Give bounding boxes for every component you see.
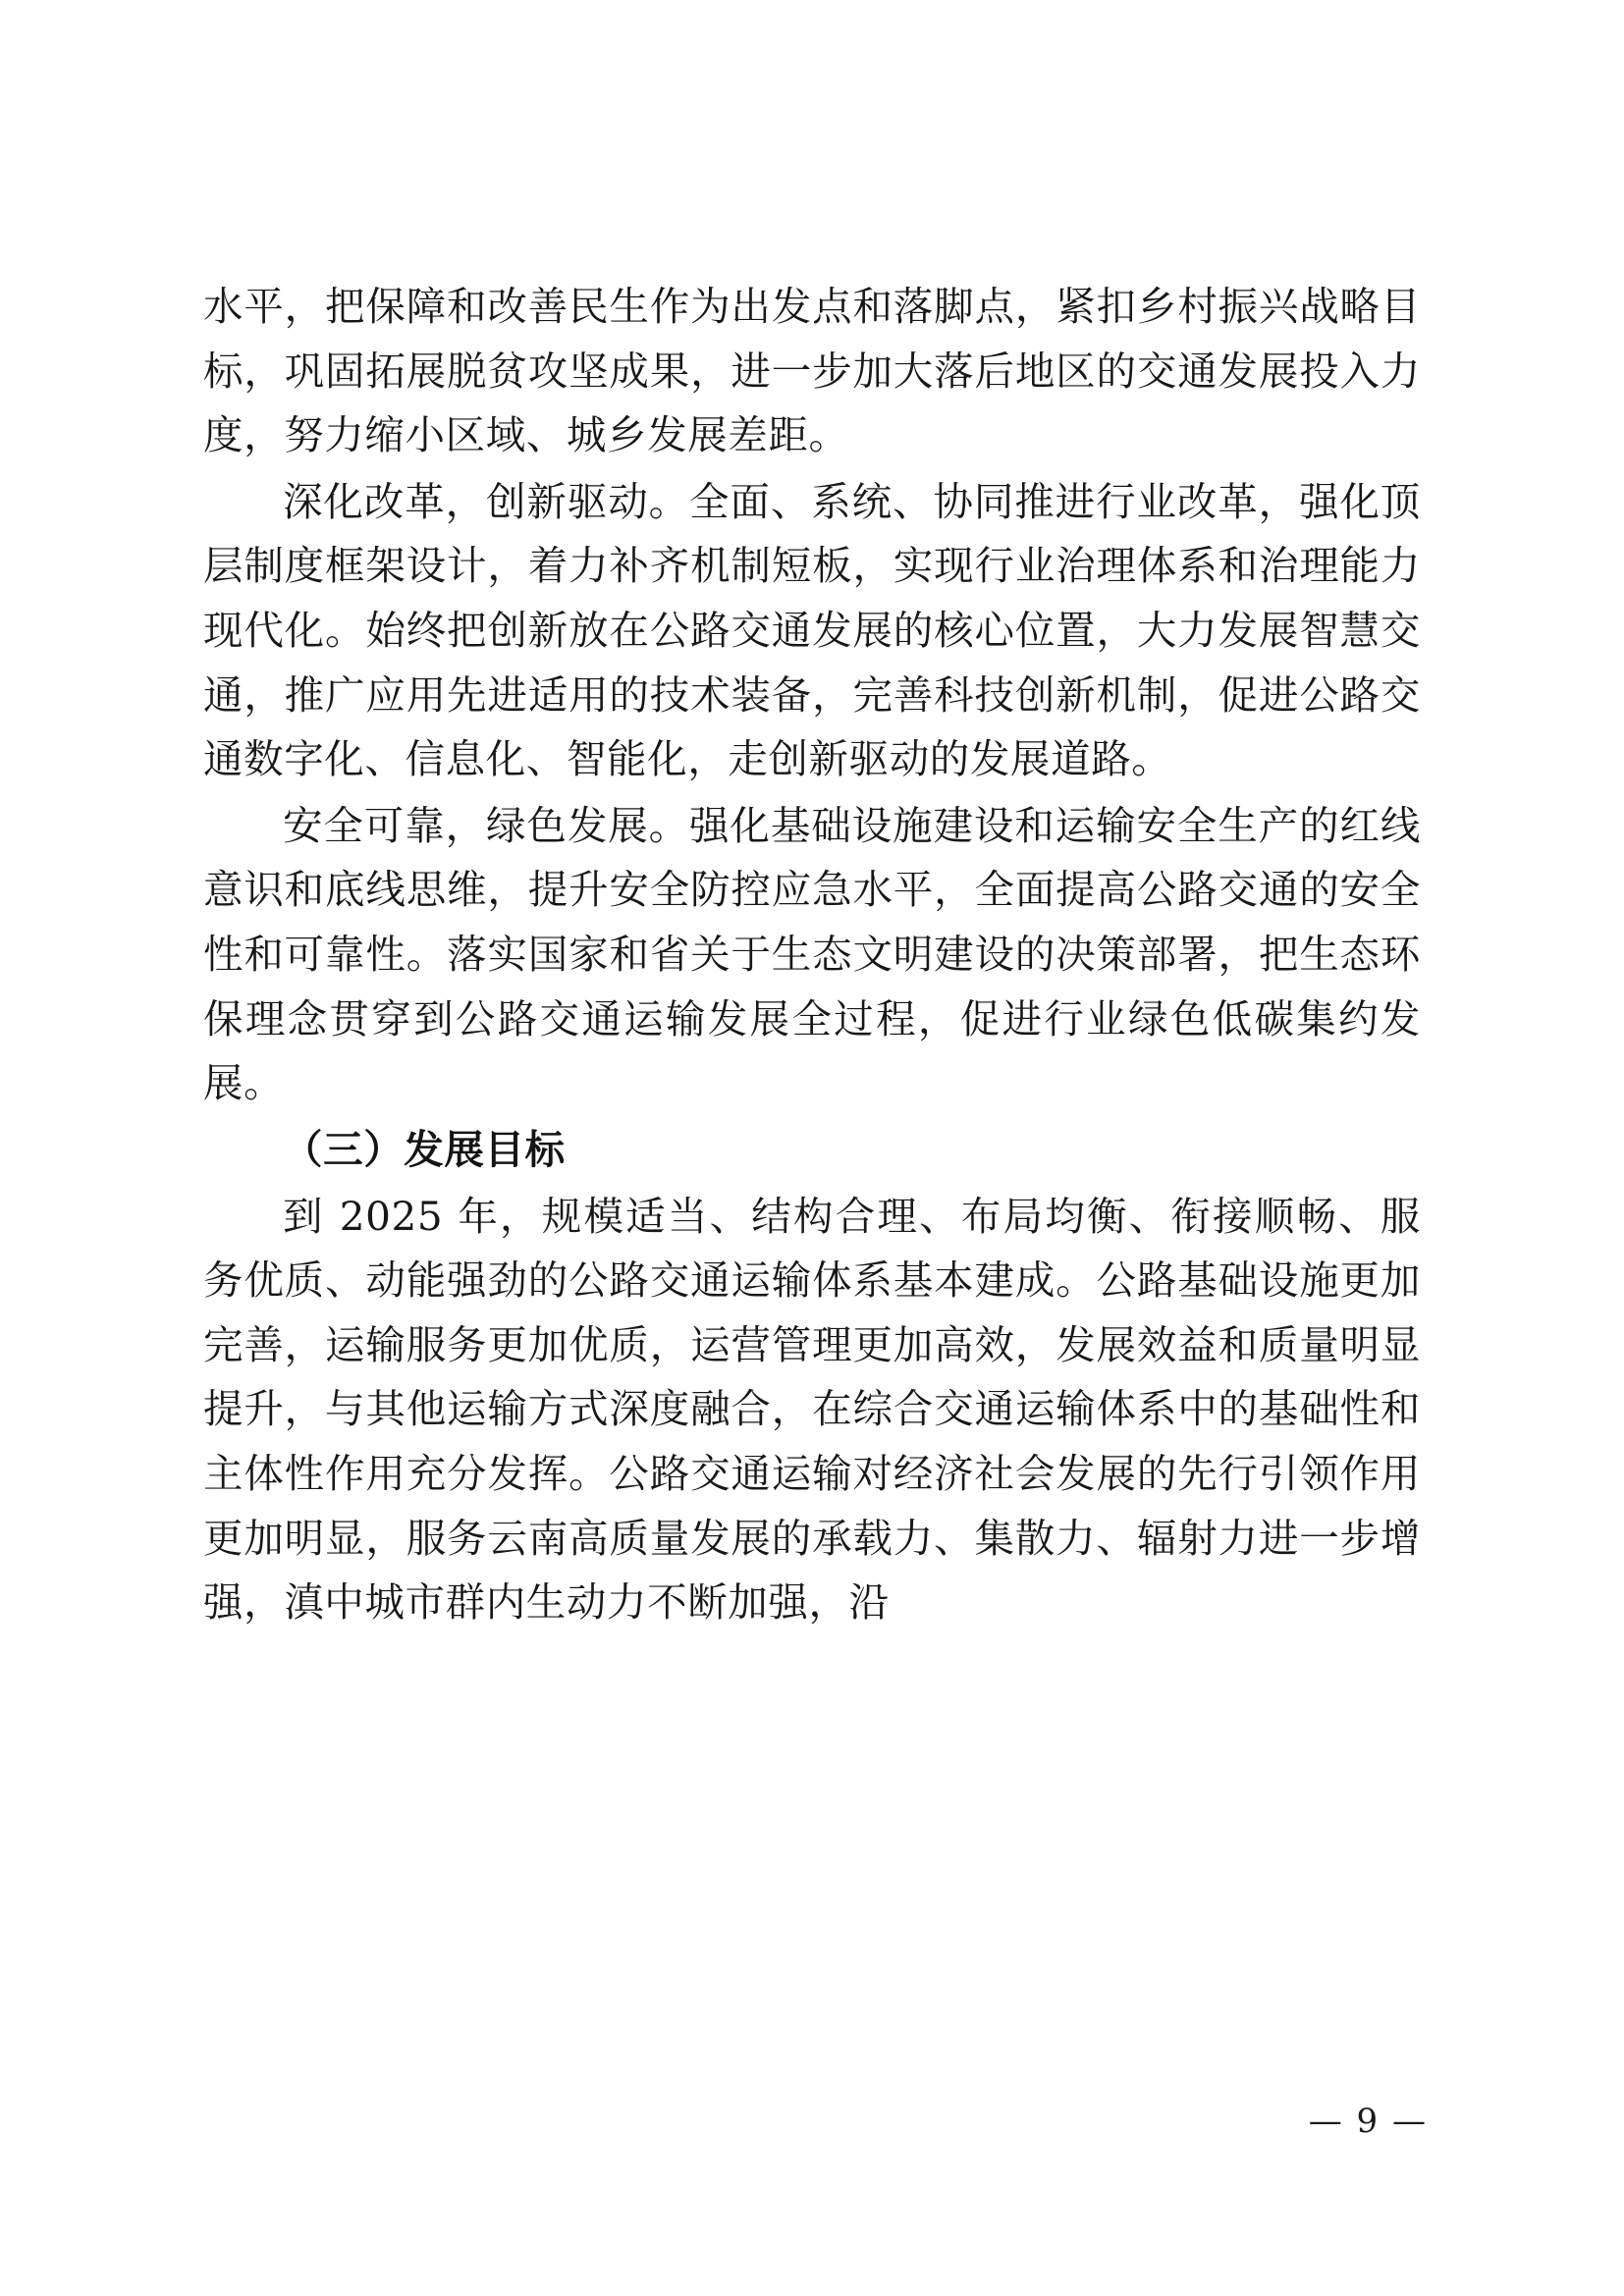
paragraph-4: 到 2025 年，规模适当、结构合理、布局均衡、衔接顺畅、服务优质、动能强劲的公路交通运输体系基本建成。公路基础设施更加完善，运输服务更加优质，运营管理更加高效，发展效益和质量明显提升，与其他运输方式深度融合，在综合交通运输体系中的基础性和主体性作用充分发挥。公路交通运输对经济社会发展的先行引领作用更加明显，服务云南高质量发展的承载力、集散力、辐射力进一步增强，滇中城市群内生动力不断加强，沿 bbox=[203, 1192, 1421, 1627]
section-heading-development-goals: （三）发展目标 bbox=[283, 1125, 566, 1173]
page-body bbox=[203, 275, 1421, 1637]
paragraph-2: 深化改革，创新驱动。全面、系统、协同推进行业改革，强化顶层制度框架设计，着力补齐机制短板，实现行业治理体系和治理能力现代化。始终把创新放在公路交通发展的核心位置，大力发展智慧交通，推广应用先进适用的技术装备，完善科技创新机制，促进公路交通数字化、信息化、智能化，走创新驱动的发展道路。 bbox=[203, 477, 1421, 783]
paragraph-3: 安全可靠，绿色发展。强化基础设施建设和运输安全生产的红线意识和底线思维，提升安全防控应急水平，全面提高公路交通的安全性和可靠性。落实国家和省关于生态文明建设的决策部署，把生态环保理念贯穿到公路交通运输发展全过程，促进行业绿色低碳集约发展。 bbox=[203, 801, 1421, 1107]
page-number: — 9 — bbox=[1308, 2102, 1428, 2141]
paragraph-1: 水平，把保障和改善民生作为出发点和落脚点，紧扣乡村振兴战略目标，巩固拓展脱贫攻坚成果，进一步加大落后地区的交通发展投入力度，努力缩小区域、城乡发展差距。 bbox=[203, 283, 1421, 459]
